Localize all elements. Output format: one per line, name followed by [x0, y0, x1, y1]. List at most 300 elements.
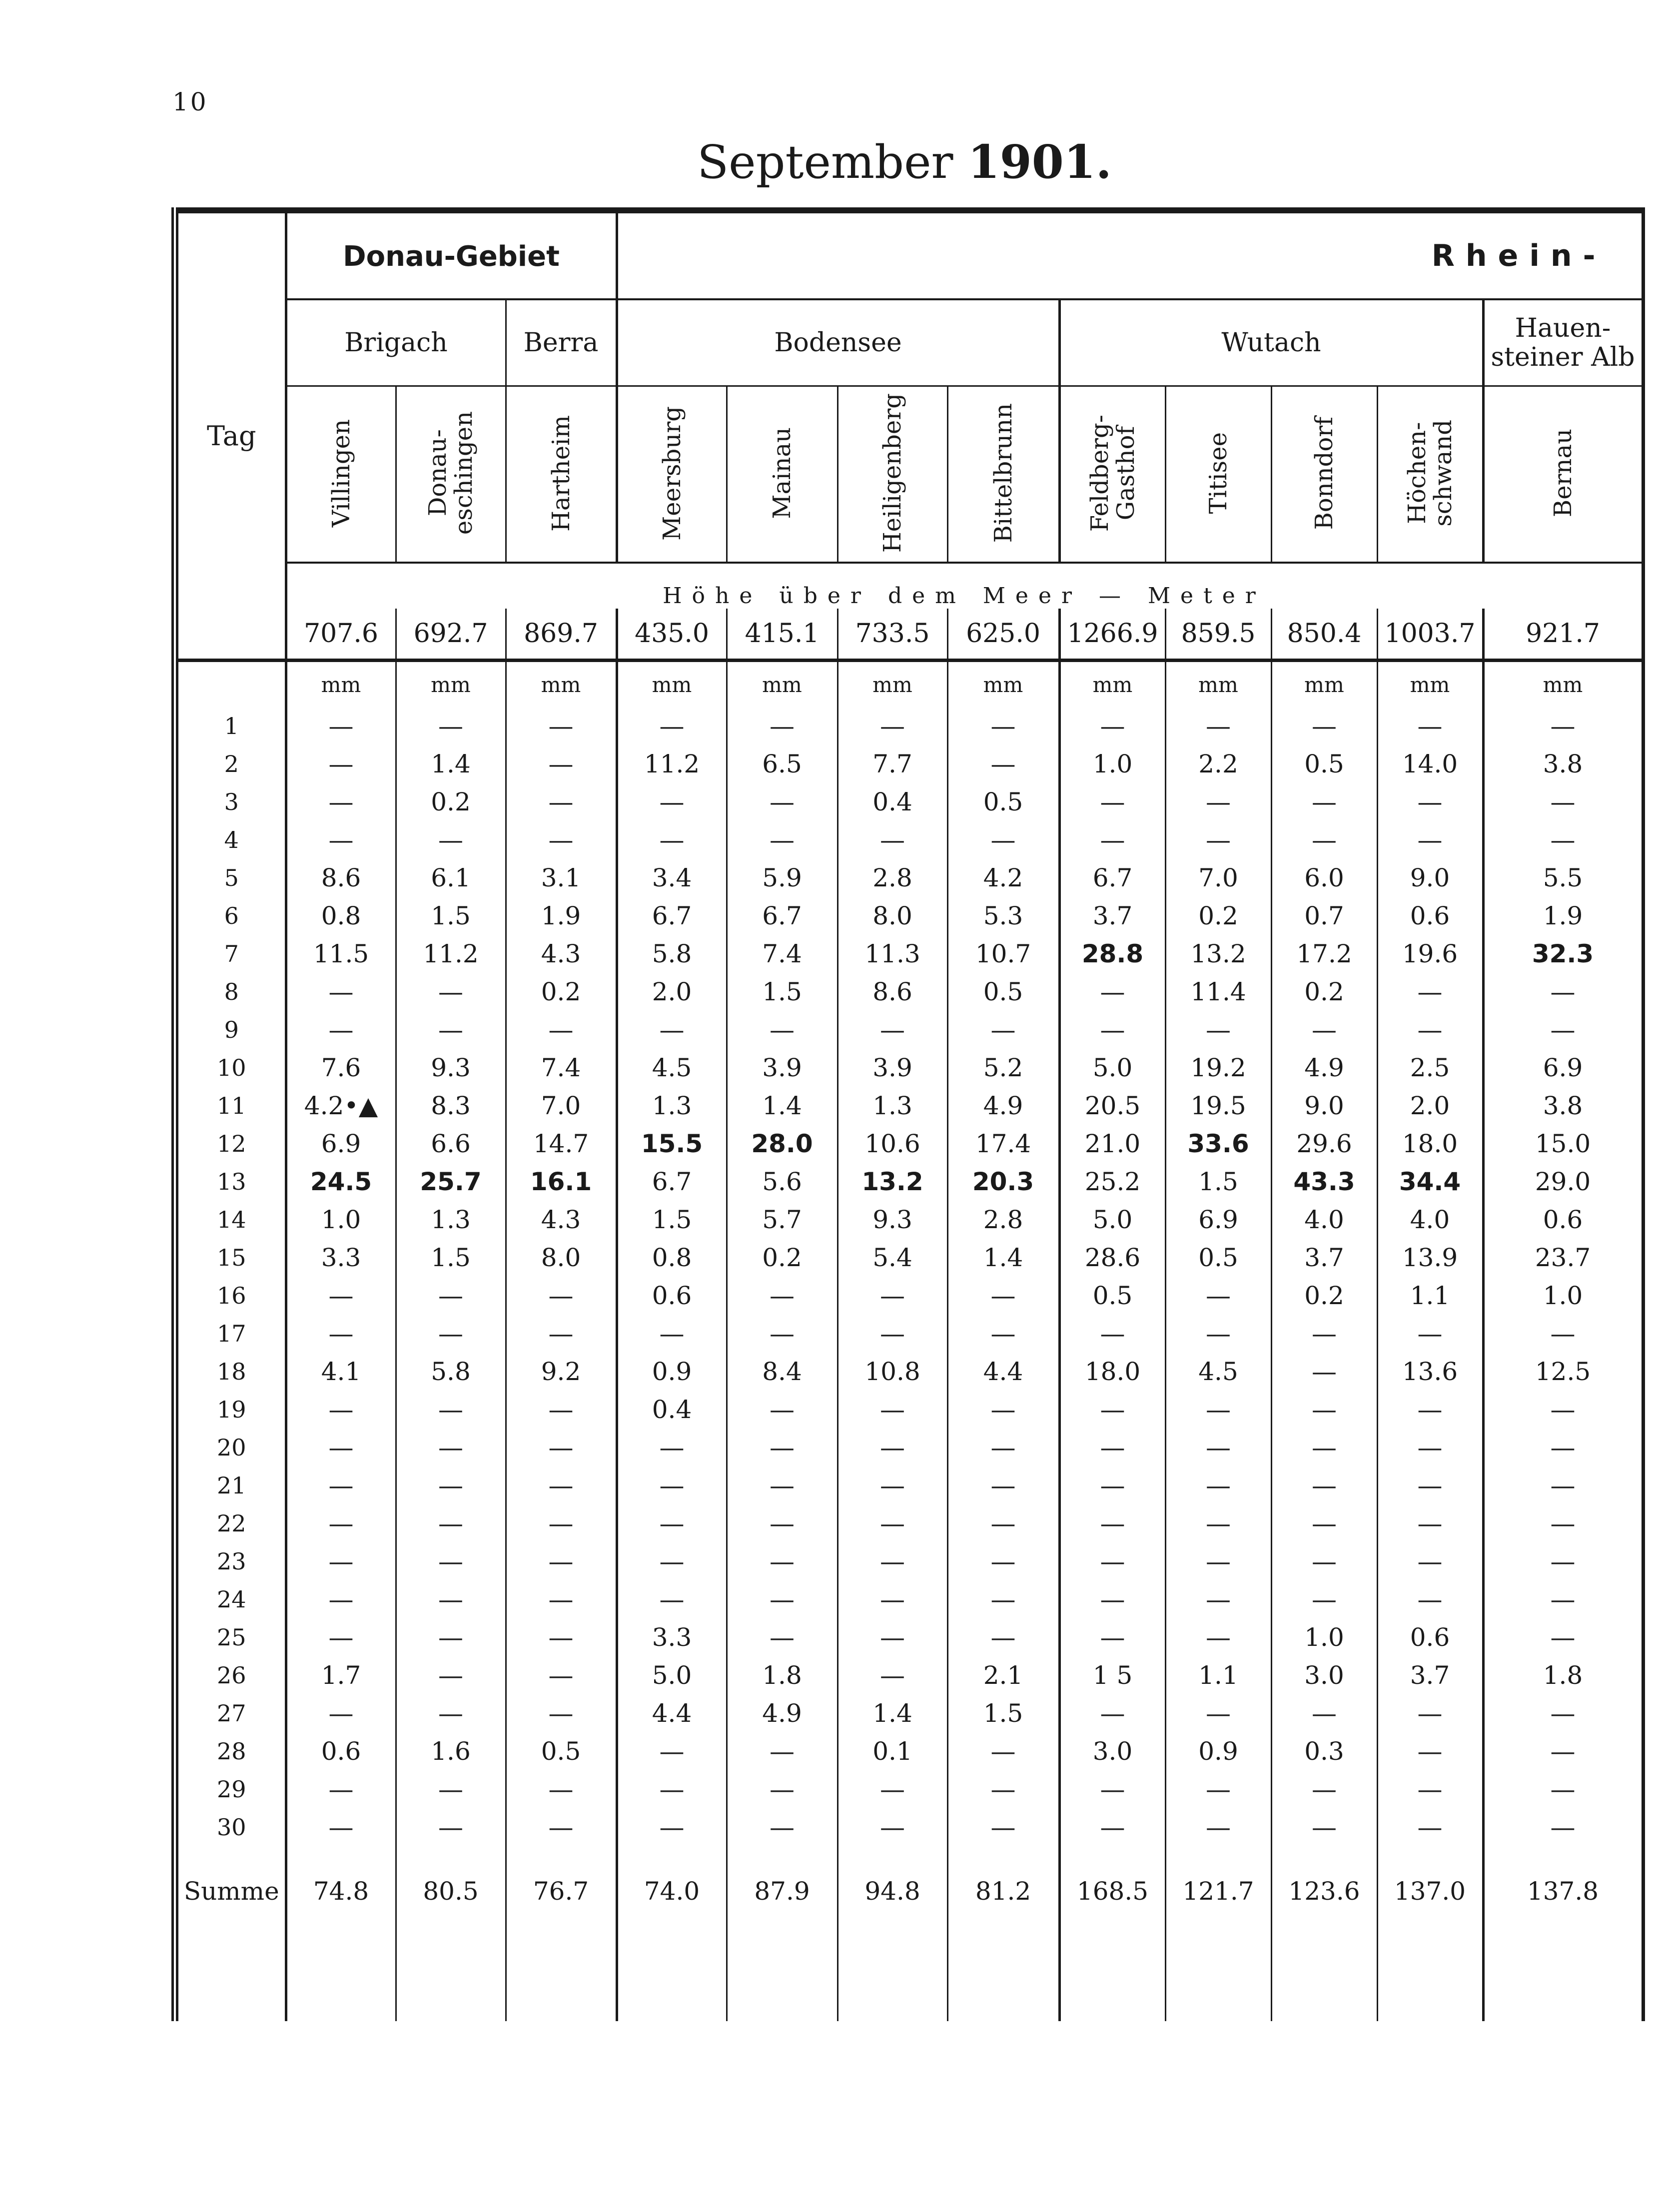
precipitation-value: 0.7 — [1271, 897, 1377, 935]
day-number: 28 — [175, 1732, 286, 1770]
precipitation-value: 19.2 — [1165, 1049, 1271, 1087]
precipitation-value: — — [727, 1315, 837, 1353]
table-row — [175, 1239, 1643, 1277]
day-number: 30 — [175, 1808, 286, 1846]
table-row — [175, 745, 1643, 783]
summe-value: 137.0 — [1377, 1846, 1483, 1921]
precipitation-value: — — [617, 1429, 727, 1467]
precipitation-value: 5.8 — [396, 1353, 506, 1391]
precipitation-value: 8.3 — [396, 1087, 506, 1125]
precipitation-value: — — [286, 1504, 396, 1542]
station-header — [1059, 386, 1165, 563]
unit-cell: mm — [1271, 661, 1377, 708]
precipitation-value: — — [837, 1467, 947, 1504]
station-name: Bittelbrunn — [989, 403, 1017, 543]
precipitation-value: — — [286, 1580, 396, 1618]
precipitation-value: 29.6 — [1271, 1125, 1377, 1163]
station-name: Hartheim — [547, 415, 575, 532]
station-name: Titisee — [1204, 432, 1232, 514]
precipitation-value: — — [1271, 1429, 1377, 1467]
precipitation-value: 7.0 — [506, 1087, 617, 1125]
precipitation-value: 19.6 — [1377, 935, 1483, 973]
day-number: 7 — [175, 935, 286, 973]
precipitation-value: 1.3 — [617, 1087, 727, 1125]
precipitation-value: — — [837, 1277, 947, 1315]
precipitation-value: 1.5 — [727, 973, 837, 1011]
precipitation-value: 4.3 — [506, 935, 617, 973]
summe-value: 87.9 — [727, 1846, 837, 1921]
precipitation-value: — — [837, 707, 947, 745]
precipitation-value: 0.9 — [617, 1353, 727, 1391]
precipitation-value: 6.6 — [396, 1125, 506, 1163]
precipitation-value: — — [617, 1732, 727, 1770]
precipitation-value: — — [1165, 1011, 1271, 1049]
day-number: 24 — [175, 1580, 286, 1618]
precipitation-value: — — [1271, 1770, 1377, 1808]
station-elevation: 1003.7 — [1377, 609, 1483, 661]
precipitation-value: 0.2 — [1165, 897, 1271, 935]
table-row — [175, 1694, 1643, 1732]
precipitation-value: 1.9 — [1483, 897, 1643, 935]
table-row — [175, 1315, 1643, 1353]
station-header — [617, 386, 727, 563]
precipitation-value: 1.9 — [506, 897, 617, 935]
precipitation-value: 3.4 — [617, 859, 727, 897]
table-row — [175, 1163, 1643, 1201]
precipitation-value: — — [727, 1011, 837, 1049]
precipitation-value: — — [727, 1808, 837, 1846]
precipitation-value: — — [947, 1618, 1059, 1656]
tail-cell — [617, 1921, 727, 2021]
precipitation-value: 3.9 — [837, 1049, 947, 1087]
precipitation-value: 0.2 — [1271, 973, 1377, 1011]
precipitation-value: 4.3 — [506, 1201, 617, 1239]
precipitation-value: — — [286, 1542, 396, 1580]
station-elevation: 435.0 — [617, 609, 727, 661]
precipitation-value: — — [1059, 707, 1165, 745]
station-header — [1271, 386, 1377, 563]
precipitation-value: — — [1377, 1694, 1483, 1732]
precipitation-value: — — [506, 1504, 617, 1542]
precipitation-value: 5.3 — [947, 897, 1059, 935]
day-number: 21 — [175, 1467, 286, 1504]
precipitation-value: — — [947, 1277, 1059, 1315]
table-row — [175, 1011, 1643, 1049]
precipitation-value: 1.0 — [286, 1201, 396, 1239]
precipitation-value: — — [1059, 1504, 1165, 1542]
precipitation-value: — — [727, 1467, 837, 1504]
precipitation-value: 6.7 — [727, 897, 837, 935]
station-header — [947, 386, 1059, 563]
precipitation-value: — — [286, 821, 396, 859]
precipitation-value: — — [837, 821, 947, 859]
precipitation-value: 7.4 — [727, 935, 837, 973]
precipitation-value: — — [506, 1429, 617, 1467]
hauensteiner-alb-header: Hauen- steiner Alb — [1483, 299, 1643, 386]
precipitation-value: — — [1377, 1808, 1483, 1846]
precipitation-value: 4.1 — [286, 1353, 396, 1391]
precipitation-value: 0.2 — [1271, 1277, 1377, 1315]
precipitation-value: — — [1271, 1580, 1377, 1618]
precipitation-value: — — [1377, 1467, 1483, 1504]
precipitation-value: 3.7 — [1377, 1656, 1483, 1694]
day-number: 13 — [175, 1163, 286, 1201]
precipitation-value: — — [506, 1770, 617, 1808]
precipitation-value: — — [1483, 1429, 1643, 1467]
summe-label: Summe — [175, 1846, 286, 1921]
precipitation-value: — — [286, 1429, 396, 1467]
precipitation-value: 43.3 — [1271, 1163, 1377, 1201]
precipitation-value: — — [1165, 1694, 1271, 1732]
precipitation-value: — — [947, 1011, 1059, 1049]
station-header — [837, 386, 947, 563]
precipitation-value: 0.8 — [286, 897, 396, 935]
unit-cell: mm — [396, 661, 506, 708]
precipitation-value: — — [947, 1580, 1059, 1618]
precipitation-value: — — [1059, 1467, 1165, 1504]
precipitation-value: 3.0 — [1059, 1732, 1165, 1770]
precipitation-value: — — [617, 1770, 727, 1808]
precipitation-value: — — [1483, 1542, 1643, 1580]
precipitation-value: 10.6 — [837, 1125, 947, 1163]
precipitation-value: — — [286, 1808, 396, 1846]
precipitation-value: — — [617, 1808, 727, 1846]
table-row — [175, 1049, 1643, 1087]
precipitation-value: 0.6 — [617, 1277, 727, 1315]
summe-row — [175, 1846, 1643, 1921]
station-header — [286, 386, 396, 563]
precipitation-value: 15.5 — [617, 1125, 727, 1163]
precipitation-value: — — [727, 1732, 837, 1770]
precipitation-value: — — [727, 1277, 837, 1315]
precipitation-value: 6.9 — [1483, 1049, 1643, 1087]
precipitation-value: — — [506, 783, 617, 821]
page-number: 10 — [172, 87, 208, 116]
precipitation-value: 5.0 — [1059, 1201, 1165, 1239]
precipitation-value: 4.9 — [947, 1087, 1059, 1125]
tag-header: Tag — [175, 210, 286, 661]
precipitation-value: — — [727, 1429, 837, 1467]
precipitation-value: — — [617, 1315, 727, 1353]
table-row — [175, 1808, 1643, 1846]
precipitation-value: 1.5 — [1165, 1163, 1271, 1201]
precipitation-value: 0.2 — [506, 973, 617, 1011]
brigach-header: Brigach — [286, 299, 506, 386]
day-number: 2 — [175, 745, 286, 783]
precipitation-value: — — [506, 1542, 617, 1580]
day-number: 16 — [175, 1277, 286, 1315]
precipitation-value: 5.8 — [617, 935, 727, 973]
tail-cell — [286, 1921, 396, 2021]
precipitation-value: — — [1377, 973, 1483, 1011]
day-number: 9 — [175, 1011, 286, 1049]
precipitation-value: — — [1059, 1618, 1165, 1656]
precipitation-value: — — [1483, 821, 1643, 859]
precipitation-value: — — [1271, 707, 1377, 745]
precipitation-value: 0.5 — [506, 1732, 617, 1770]
precipitation-value: 0.6 — [1483, 1201, 1643, 1239]
precipitation-value: 1.0 — [1271, 1618, 1377, 1656]
precipitation-value: — — [286, 707, 396, 745]
precipitation-value: 28.0 — [727, 1125, 837, 1163]
tail-cell — [396, 1921, 506, 2021]
precipitation-value: 8.4 — [727, 1353, 837, 1391]
summe-value: 81.2 — [947, 1846, 1059, 1921]
precipitation-value: — — [837, 1808, 947, 1846]
precipitation-value: — — [617, 821, 727, 859]
precipitation-value: 16.1 — [506, 1163, 617, 1201]
precipitation-value: 3.7 — [1271, 1239, 1377, 1277]
precipitation-value: — — [396, 1315, 506, 1353]
day-number: 10 — [175, 1049, 286, 1087]
tail-cell — [1165, 1921, 1271, 2021]
precipitation-value: 1.5 — [396, 1239, 506, 1277]
precipitation-value: 1.5 — [396, 897, 506, 935]
precipitation-value: 2.5 — [1377, 1049, 1483, 1087]
precipitation-value: — — [617, 783, 727, 821]
precipitation-value: 3.3 — [286, 1239, 396, 1277]
precipitation-value: 9.0 — [1271, 1087, 1377, 1125]
precipitation-value: 0.5 — [1271, 745, 1377, 783]
precipitation-value: 5.7 — [727, 1201, 837, 1239]
precipitation-value: 5.0 — [1059, 1049, 1165, 1087]
precipitation-value: 13.6 — [1377, 1353, 1483, 1391]
precipitation-value: 1.3 — [396, 1201, 506, 1239]
precipitation-value: 0.3 — [1271, 1732, 1377, 1770]
summe-value: 168.5 — [1059, 1846, 1165, 1921]
station-name: Feldberg- Gasthof — [1085, 414, 1140, 532]
table-row — [175, 1125, 1643, 1163]
day-number: 11 — [175, 1087, 286, 1125]
precipitation-value: — — [837, 1504, 947, 1542]
station-elevation: 850.4 — [1271, 609, 1377, 661]
precipitation-value: 4.2 — [947, 859, 1059, 897]
precipitation-value: — — [1483, 707, 1643, 745]
precipitation-value: 21.0 — [1059, 1125, 1165, 1163]
day-number: 14 — [175, 1201, 286, 1239]
precipitation-value: — — [396, 821, 506, 859]
precipitation-value: 5.4 — [837, 1239, 947, 1277]
precipitation-value: — — [837, 1618, 947, 1656]
precipitation-value: 11.2 — [617, 745, 727, 783]
precipitation-value: — — [396, 1618, 506, 1656]
precipitation-value: — — [286, 1011, 396, 1049]
precipitation-value: — — [1059, 821, 1165, 859]
precipitation-value: — — [1483, 1467, 1643, 1504]
precipitation-value: — — [1377, 1504, 1483, 1542]
precipitation-value: 1.0 — [1483, 1277, 1643, 1315]
day-number: 17 — [175, 1315, 286, 1353]
precipitation-value: 9.0 — [1377, 859, 1483, 897]
day-number: 5 — [175, 859, 286, 897]
precipitation-value: 28.8 — [1059, 935, 1165, 973]
precipitation-value: — — [617, 707, 727, 745]
table-row — [175, 859, 1643, 897]
precipitation-value: — — [1059, 1694, 1165, 1732]
day-number: 29 — [175, 1770, 286, 1808]
precipitation-value: — — [1059, 973, 1165, 1011]
precipitation-value: 1.5 — [617, 1201, 727, 1239]
precipitation-value: — — [727, 1542, 837, 1580]
precipitation-value: — — [1271, 1694, 1377, 1732]
station-elevation: 921.7 — [1483, 609, 1643, 661]
station-header — [396, 386, 506, 563]
station-name: Bernau — [1549, 429, 1577, 518]
precipitation-value: — — [837, 1391, 947, 1429]
precipitation-value: 7.7 — [837, 745, 947, 783]
precipitation-value: — — [396, 1694, 506, 1732]
rhein-header: Rhein- — [617, 210, 1643, 299]
precipitation-value: — — [1377, 1429, 1483, 1467]
precipitation-value: — — [1483, 783, 1643, 821]
precipitation-value: 20.3 — [947, 1163, 1059, 1201]
precipitation-value: — — [1377, 707, 1483, 745]
table-row — [175, 935, 1643, 973]
precipitation-value: 12.5 — [1483, 1353, 1643, 1391]
precipitation-value: — — [1165, 1467, 1271, 1504]
precipitation-value: — — [286, 1694, 396, 1732]
precipitation-value: 5.5 — [1483, 859, 1643, 897]
precipitation-value: — — [1165, 1277, 1271, 1315]
table-row — [175, 1618, 1643, 1656]
precipitation-value: 1 5 — [1059, 1656, 1165, 1694]
precipitation-value: — — [1165, 1618, 1271, 1656]
precipitation-value: — — [396, 1467, 506, 1504]
precipitation-value: — — [396, 1542, 506, 1580]
station-elevation: 707.6 — [286, 609, 396, 661]
precipitation-value: 0.6 — [1377, 897, 1483, 935]
day-number: 1 — [175, 707, 286, 745]
precipitation-value: 11.4 — [1165, 973, 1271, 1011]
precipitation-value: — — [727, 1770, 837, 1808]
precipitation-value: 0.5 — [1165, 1239, 1271, 1277]
precipitation-value: 4.0 — [1271, 1201, 1377, 1239]
summe-value: 121.7 — [1165, 1846, 1271, 1921]
unit-cell: mm — [286, 661, 396, 708]
precipitation-value: — — [1165, 821, 1271, 859]
precipitation-value: 18.0 — [1377, 1125, 1483, 1163]
precipitation-value: — — [727, 821, 837, 859]
precipitation-value: 6.7 — [617, 897, 727, 935]
precipitation-value: — — [506, 1580, 617, 1618]
precipitation-value: 1.4 — [396, 745, 506, 783]
precipitation-value: — — [727, 707, 837, 745]
precipitation-value: 1.0 — [1059, 745, 1165, 783]
precipitation-value: 0.6 — [1377, 1618, 1483, 1656]
day-number: 12 — [175, 1125, 286, 1163]
day-number: 19 — [175, 1391, 286, 1429]
precipitation-value: — — [1483, 1808, 1643, 1846]
precipitation-value: 0.5 — [947, 783, 1059, 821]
tail-cell — [947, 1921, 1059, 2021]
precipitation-value: 7.0 — [1165, 859, 1271, 897]
precipitation-value: 1.3 — [837, 1087, 947, 1125]
table-row — [175, 1201, 1643, 1239]
precipitation-value: — — [947, 1429, 1059, 1467]
precipitation-value: — — [1377, 821, 1483, 859]
precipitation-value: 0.4 — [617, 1391, 727, 1429]
unit-cell: mm — [1165, 661, 1271, 708]
precipitation-value: — — [1059, 1542, 1165, 1580]
precipitation-value: — — [1165, 707, 1271, 745]
title-year: 1901. — [967, 135, 1112, 189]
precipitation-value: 5.9 — [727, 859, 837, 897]
precipitation-value: 34.4 — [1377, 1163, 1483, 1201]
precipitation-value: — — [506, 1011, 617, 1049]
precipitation-value: 10.7 — [947, 935, 1059, 973]
hoehe-label: Höhe über dem Meer — Meter — [286, 563, 1643, 609]
precipitation-value: 0.6 — [286, 1732, 396, 1770]
precipitation-value: — — [506, 1694, 617, 1732]
precipitation-value: — — [1483, 1391, 1643, 1429]
table-row — [175, 1542, 1643, 1580]
precipitation-value: — — [837, 1315, 947, 1353]
precipitation-value: 1.6 — [396, 1732, 506, 1770]
station-name: Meersburg — [658, 406, 686, 541]
precipitation-value: 5.6 — [727, 1163, 837, 1201]
precipitation-value: — — [506, 745, 617, 783]
precipitation-value: — — [947, 1808, 1059, 1846]
precipitation-value: — — [1059, 783, 1165, 821]
precipitation-value: — — [1059, 1770, 1165, 1808]
tail-cell — [1059, 1921, 1165, 2021]
precipitation-value: — — [1059, 1315, 1165, 1353]
precipitation-value: — — [1377, 1391, 1483, 1429]
precipitation-value: — — [727, 783, 837, 821]
station-elevation: 1266.9 — [1059, 609, 1165, 661]
precipitation-value: — — [947, 1504, 1059, 1542]
station-name: Heiligenberg — [878, 393, 906, 553]
precipitation-value: — — [947, 1391, 1059, 1429]
precipitation-value: — — [396, 1580, 506, 1618]
precipitation-value: — — [1377, 783, 1483, 821]
precipitation-value: 15.0 — [1483, 1125, 1643, 1163]
precipitation-value: — — [396, 1770, 506, 1808]
berra-header: Berra — [506, 299, 617, 386]
precipitation-value: 20.5 — [1059, 1087, 1165, 1125]
summe-value: 123.6 — [1271, 1846, 1377, 1921]
precipitation-value: 4.4 — [617, 1694, 727, 1732]
precipitation-value: — — [1483, 1504, 1643, 1542]
precipitation-value: — — [286, 1277, 396, 1315]
precipitation-value: 10.8 — [837, 1353, 947, 1391]
precipitation-value: 9.2 — [506, 1353, 617, 1391]
precipitation-value: — — [727, 1618, 837, 1656]
precipitation-value: — — [1165, 1429, 1271, 1467]
precipitation-value: 6.7 — [617, 1163, 727, 1201]
precipitation-value: — — [1059, 1429, 1165, 1467]
day-number: 8 — [175, 973, 286, 1011]
precipitation-value: — — [1271, 1467, 1377, 1504]
precipitation-value: 3.8 — [1483, 745, 1643, 783]
day-number: 20 — [175, 1429, 286, 1467]
precipitation-value: 6.7 — [1059, 859, 1165, 897]
precipitation-value: — — [1165, 1391, 1271, 1429]
precipitation-value: 23.7 — [1483, 1239, 1643, 1277]
precipitation-value: — — [727, 1580, 837, 1618]
precipitation-value: — — [1165, 1580, 1271, 1618]
precipitation-value: 8.6 — [286, 859, 396, 897]
precipitation-value: — — [1377, 1580, 1483, 1618]
precipitation-value: 28.6 — [1059, 1239, 1165, 1277]
table-footer-space — [175, 1921, 1643, 2021]
title-month: September — [697, 135, 953, 189]
table-row — [175, 897, 1643, 935]
precipitation-value: 7.6 — [286, 1049, 396, 1087]
precipitation-value: 25.2 — [1059, 1163, 1165, 1201]
precipitation-value: — — [1483, 1770, 1643, 1808]
precipitation-value: 1.8 — [1483, 1656, 1643, 1694]
